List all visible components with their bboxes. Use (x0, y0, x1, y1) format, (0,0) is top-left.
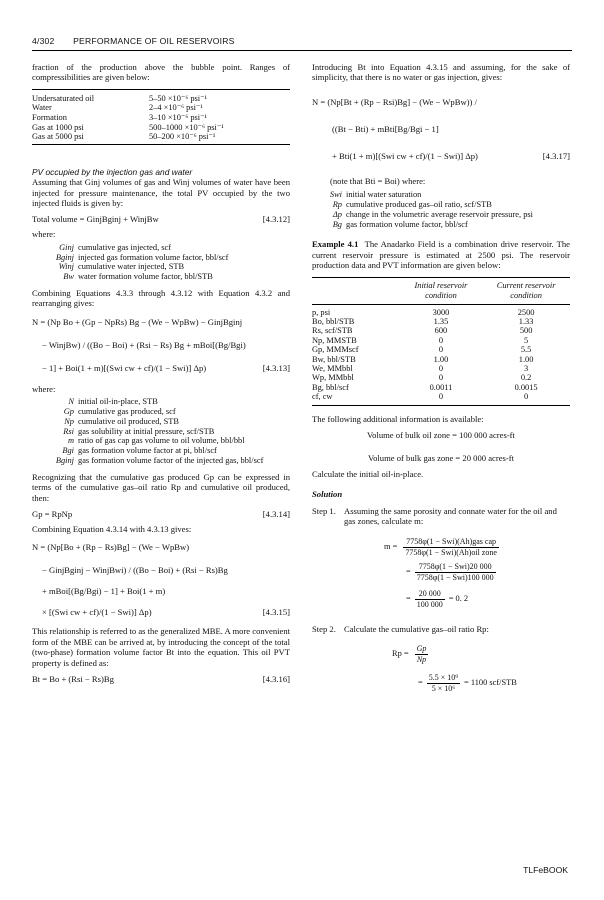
definition-text: cumulative gas injected, scf (78, 242, 172, 252)
table-row (312, 392, 570, 405)
equation-4-3-17-line-3 (312, 151, 570, 162)
table-cell: 0 (438, 335, 444, 345)
table-cell: 0.0011 (429, 382, 453, 392)
fraction-numerator: 5.5 × 10⁹ (428, 672, 459, 682)
rp-fraction-1 (415, 644, 429, 665)
solution-heading: Solution (312, 489, 343, 500)
table-cell: 3000 (432, 307, 450, 317)
table-cell: 3–10 ×10⁻⁶ psi⁻¹ (148, 113, 208, 122)
equation-4-3-15-line-2: − GinjBginj − WinjBwi) / ((Bo − Boi) + (Rsi − Rs)Bg (42, 565, 228, 576)
table-cell: 0.2 (520, 373, 532, 383)
definition-symbol: Rp (332, 200, 342, 210)
definition-row (32, 446, 290, 456)
definition-symbol: Winj (58, 262, 74, 272)
section-heading: PV occupied by the injection gas and water (32, 166, 193, 177)
rp-fraction-2 (427, 673, 460, 694)
bulk-oil-volume: Volume of bulk oil zone = 100 000 acres-ft (367, 430, 515, 441)
definition-symbol: N (68, 397, 74, 407)
definition-text: change in the volumetric average reservoir pressure, psi (346, 209, 533, 219)
table-header: Initial reservoir condition (400, 277, 482, 304)
table-cell: Wp, MMbbl (312, 373, 354, 383)
rp-equation (392, 644, 570, 694)
equals-sign: = (406, 593, 411, 603)
table-cell: Bo, bbl/STB (312, 317, 355, 327)
table-cell: 0 (438, 345, 444, 355)
table-row (312, 345, 570, 354)
definition-row (32, 253, 290, 263)
right-intro-paragraph: Introducing Bt into Equation 4.3.15 and assuming, for the sake of simplicity, that there is no water or gas injection, gives: (312, 62, 570, 83)
m-fraction-1 (403, 537, 499, 558)
equation-number: [4.3.15] (262, 607, 290, 618)
header-rule (32, 50, 572, 51)
table-cell: 2500 (517, 307, 535, 317)
equation-4-3-13-line-2: − WinjBw) / ((Bo − Boi) + (Rsi − Rs) Bg + mBoi[(Bg/Bgi) (42, 339, 246, 350)
equation-4-3-13-line-3 (32, 363, 290, 374)
table-cell: 0 (400, 392, 482, 405)
table-cell: 0 (438, 373, 444, 383)
equation-number: [4.3.14] (262, 509, 290, 520)
table-cell: 500 (519, 326, 533, 336)
equation-body: − 1] + Boi(1 + m)[(Swi cw + cf)/(1 − Swi)] Δp) (42, 362, 207, 373)
fraction-numerator: 20 000 (415, 589, 445, 600)
definition-text: ratio of gas cap gas volume to oil volume, bbl/bbl (78, 436, 245, 446)
definition-symbol: Bg (332, 219, 342, 229)
table-cell: 0.0015 (514, 382, 538, 392)
definitions-list (312, 190, 570, 229)
note-line: (note that Bti = Boi) where: (330, 175, 426, 186)
table-cell: Gp, MMMscf (312, 345, 359, 355)
combine2-paragraph: Combining Equation 4.3.14 with 4.3.13 gives: (32, 524, 192, 535)
equals-sign: = (418, 678, 423, 688)
fraction-numerator: 7758φ(1 − Swi)(Ah)gas cap (403, 537, 499, 548)
m-fraction-3 (415, 589, 445, 610)
definition-text: cumulative gas produced, scf (78, 407, 176, 417)
table-header: Current reservoir condition (482, 277, 570, 304)
definition-text: cumulative produced gas–oil ratio, scf/STB (346, 200, 492, 210)
running-title: PERFORMANCE OF OIL RESERVOIRS (73, 36, 235, 46)
definition-symbol: Bw (63, 272, 74, 282)
where-label: where: (32, 383, 56, 394)
definition-row (32, 262, 290, 272)
fraction-denominator: Np (416, 654, 427, 664)
definition-symbol: Gp (63, 407, 74, 417)
m-equation (384, 537, 570, 610)
definition-text: cumulative water injected, STB (78, 262, 185, 272)
table-cell: 600 (434, 326, 448, 336)
fraction-numerator: Gp (416, 643, 427, 653)
equation-body: × [(Swi cw + cf)/(1 − Swi)] Δp) (42, 607, 152, 618)
table-cell: 5.5 (520, 345, 532, 355)
fraction-denominator: 100 000 (416, 599, 443, 609)
definition-text: gas formation volume factor at pi, bbl/scf (78, 446, 217, 456)
table-row (312, 317, 570, 326)
table-row (312, 355, 570, 364)
table-cell: Rs, scf/STB (312, 326, 353, 336)
definition-symbol: Bginj (55, 252, 74, 262)
mbe-paragraph: This relationship is referred to as the generalized MBE. A more convenient form of the MBE can be arrived at, by introducing the concept of the total (two-phase) formation volume factor Bt into the equation. This oil PVT property is defined as: (32, 626, 290, 668)
table-header (312, 277, 400, 304)
definition-symbol: Δp (332, 209, 342, 219)
fraction-denominator: 7758φ(1 − Swi)(Ah)oil zone (405, 547, 497, 557)
table-row (32, 113, 290, 123)
right-column (312, 62, 570, 694)
table-row (312, 304, 570, 317)
rp-lhs: Rp = (392, 649, 409, 659)
definition-text: water formation volume factor, bbl/STB (78, 272, 213, 282)
bulk-gas-volume: Volume of bulk gas zone = 20 000 acres-ft (368, 452, 514, 463)
equation-number: [4.3.13] (262, 362, 290, 373)
definition-row (32, 272, 290, 282)
definition-text: gas formation volume factor of the injected gas, bbl/scf (78, 456, 264, 465)
table-row (32, 103, 290, 113)
fraction-denominator: 5 × 10⁶ (431, 683, 456, 693)
table-cell: p, psi (312, 307, 331, 317)
step-text: Calculate the cumulative gas–oil ratio Rp: (344, 623, 489, 634)
definition-row (32, 397, 290, 407)
table-cell: We, MMbbl (312, 364, 353, 374)
m-lhs: m = (384, 541, 398, 551)
page-number: 4/302 (32, 36, 55, 46)
step-1 (312, 506, 570, 527)
table-cell: 500–1000 ×10⁻⁶ psi⁻¹ (148, 122, 224, 132)
section-paragraph: Assuming that Ginj volumes of gas and Winj volumes of water have been injected for pressure maintenance, the total PV occupied by the two injected fluids is given by: (32, 177, 290, 208)
table-cell: Water (32, 103, 52, 113)
table-cell: 5 (524, 335, 529, 345)
definition-row (312, 220, 570, 230)
additional-info: The following additional information is available: (312, 413, 484, 424)
equation-4-3-17-line-2: ((Bt − Bti) + mBti[Bg/Bgi − 1] (332, 123, 439, 134)
table-cell: Formation (32, 113, 67, 122)
table-row (32, 89, 290, 103)
table-cell: 50–200 ×10⁻⁶ psi⁻¹ (149, 132, 290, 144)
definition-row (32, 407, 290, 417)
definition-text: initial oil-in-place, STB (78, 397, 158, 407)
definition-row (32, 456, 290, 466)
equation-4-3-17-line-1: N = (Np[Bt + (Rp − Rsi)Bg] − (We − WpBw)) / (312, 96, 477, 107)
definition-symbol: m (67, 436, 74, 446)
definition-symbol: Swi (329, 190, 342, 200)
table-row (312, 326, 570, 335)
table-row (312, 336, 570, 345)
table-cell: 1.33 (518, 317, 534, 327)
example-label: Example 4.1 (312, 239, 359, 250)
table-cell: Gas at 5000 psi (32, 132, 149, 144)
equation-4-3-12 (32, 214, 290, 225)
table-row (32, 123, 290, 133)
fraction-numerator: 7758φ(1 − Swi)20 000 (415, 562, 496, 573)
where-label: where: (32, 229, 56, 240)
table-cell: 3 (524, 364, 529, 374)
table-cell: Bw, bbl/STB (312, 354, 356, 364)
definition-text: initial water saturation (346, 190, 422, 200)
definition-text: gas formation volume factor, bbl/scf (346, 219, 468, 229)
table-cell: 1.00 (518, 354, 534, 364)
equation-body: Bt = Bo + (Rsi − Rs)Bg (32, 674, 114, 685)
m-result: = 0. 2 (448, 593, 469, 603)
example-paragraph (312, 239, 570, 270)
running-header (32, 36, 572, 46)
combine-paragraph: Combining Equations 4.3.3 through 4.3.12 with Equation 4.3.2 and rearranging gives: (32, 288, 290, 309)
step-2 (312, 624, 570, 634)
step-label: Step 2. (312, 623, 336, 634)
table-cell: Bg, bbl/scf (312, 382, 349, 392)
equation-number: [4.3.12] (262, 214, 290, 225)
equation-number: [4.3.16] (262, 674, 290, 685)
definition-symbol: Bginj (55, 456, 74, 465)
equation-body: + Bti(1 + m)[(Swi cw + cf)/(1 − Swi)] Δp) (332, 150, 478, 161)
table-row (312, 364, 570, 373)
compressibility-table (32, 89, 290, 145)
equals-sign: = (406, 566, 411, 576)
table-row (32, 132, 290, 144)
definition-row (32, 243, 290, 253)
table-cell: 1.35 (433, 317, 449, 327)
table-cell: 1.00 (433, 354, 449, 364)
equation-4-3-16 (32, 674, 290, 685)
table-cell: Np, MMSTB (312, 335, 357, 345)
table-cell: 2–4 ×10⁻⁶ psi⁻¹ (148, 103, 203, 113)
left-column (32, 62, 290, 689)
equation-4-3-15-line-1: N = (Np[Bo + (Rp − Rs)Bg] − (We − WpBw) (32, 542, 190, 553)
step-label: Step 1. (312, 505, 336, 516)
equation-number: [4.3.17] (542, 150, 570, 161)
table-row (312, 373, 570, 382)
definition-text: cumulative oil produced, STB (78, 416, 179, 426)
table-cell: Undersaturated oil (32, 89, 149, 103)
footer-watermark: TLFeBOOK (523, 865, 568, 875)
definition-text: injected gas formation volume factor, bbl/scf (78, 252, 229, 262)
definitions-list (32, 243, 290, 282)
definition-row (312, 200, 570, 210)
step-text: Assuming the same porosity and connate water for the oil and gas zones, calculate m: (344, 505, 557, 527)
definition-text: gas solubility at initial pressure, scf/STB (78, 426, 215, 436)
definition-symbol: Bgi (62, 446, 74, 456)
table-row (312, 383, 570, 392)
definition-symbol: Rsi (63, 426, 74, 436)
table-cell: Gas at 1000 psi (32, 122, 84, 132)
equation-4-3-13-line-1: N = (Np Bo + (Gp − NpRs) Bg − (We − WpBw) − GinjBginj (32, 316, 243, 327)
m-fraction-2 (415, 562, 496, 583)
intro-paragraph: fraction of the production above the bubble point. Ranges of compressibilities are given below: (32, 62, 290, 83)
rp-result: = 1100 scf/STB (464, 678, 517, 688)
reservoir-data-table (312, 277, 570, 406)
equation-4-3-15-line-3: + mBoi[(Bg/Bgi) − 1] + Boi(1 + m) (42, 586, 166, 597)
equation-4-3-14 (32, 509, 290, 520)
table-cell: cf, cw (312, 392, 400, 405)
definition-row (32, 417, 290, 427)
fraction-denominator: 7758φ(1 − Swi)100 000 (416, 572, 494, 582)
equation-body: Gp = RpNp (32, 509, 73, 520)
definition-row (32, 427, 290, 437)
example-text: The Anadarko Field is a combination drive reservoir. The current reservoir pressure is estimated at 2500 psi. The reservoir production data and PVT information are given below: (312, 239, 570, 271)
table-cell: 0 (482, 392, 570, 405)
definition-symbol: Np (64, 416, 74, 426)
table-cell: 0 (438, 364, 444, 374)
definition-symbol: Ginj (59, 242, 74, 252)
calculate-prompt: Calculate the initial oil-in-place. (312, 468, 424, 479)
definitions-list (32, 397, 290, 466)
equation-4-3-15-line-4 (32, 607, 290, 618)
definition-row (32, 436, 290, 446)
table-header-row (312, 277, 570, 304)
equation-body: Total volume = GinjBginj + WinjBw (32, 214, 159, 225)
definition-row (312, 190, 570, 200)
definition-row (312, 210, 570, 220)
table-cell: 5–50 ×10⁻⁶ psi⁻¹ (149, 89, 290, 103)
recognizing-paragraph: Recognizing that the cumulative gas produced Gp can be expressed in terms of the cumulative gas–oil ratio Rp and cumulative oil produced, then: (32, 471, 290, 503)
